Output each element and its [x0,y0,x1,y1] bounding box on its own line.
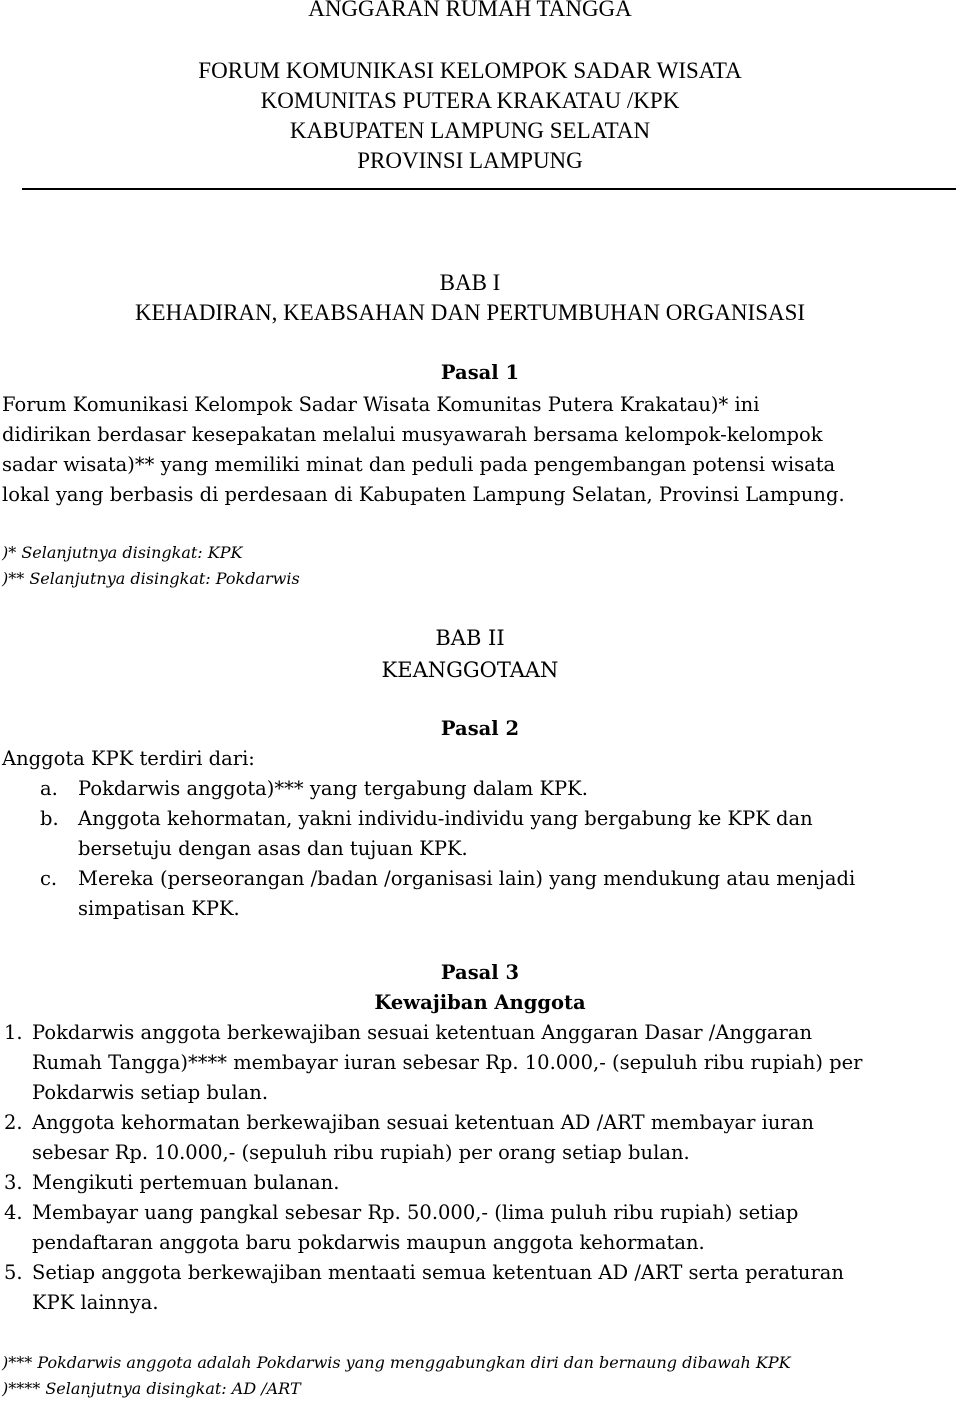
pasal2-list [2,774,958,924]
header-divider [22,188,956,190]
list-item-line: Mereka (perseorangan /badan /organisasi lain) yang mendukung atau menjadi [78,867,856,890]
pasal3-subtitle: Kewajiban Anggota [374,991,586,1014]
bab1-number: BAB I [439,270,501,295]
list-item-line: Membayar uang pangkal sebesar Rp. 50.000,- (lima puluh ribu rupiah) setiap [32,1201,799,1224]
bab1-title: KEHADIRAN, KEABSAHAN DAN PERTUMBUHAN ORGANISASI [134,300,806,325]
paragraph-line: didirikan berdasar kesepakatan melalui musyawarah bersama kelompok-kelompok [2,423,823,446]
bab2-number: BAB II [435,626,505,650]
list-item-line: bersetuju dengan asas dan tujuan KPK. [78,837,468,860]
list-item [2,864,958,924]
paragraph-line: sadar wisata)** yang memiliki minat dan peduli pada pengembangan potensi wisata [2,453,836,476]
list-item-line: Pokdarwis anggota)*** yang tergabung dalam KPK. [78,777,588,800]
list-item [2,804,958,864]
pasal3-title: Pasal 3 [440,961,520,984]
document-title: ANGGARAN RUMAH TANGGA [308,0,632,21]
pasal1-title: Pasal 1 [440,361,520,384]
list-item-line: Pokdarwis anggota berkewajiban sesuai ketentuan Anggaran Dasar /Anggaran [32,1021,813,1044]
list-item-line: Setiap anggota berkewajiban mentaati semua ketentuan AD /ART serta peraturan [32,1261,844,1284]
footnote-ad-art: )**** Selanjutnya disingkat: AD /ART [2,1379,301,1398]
paragraph-line: lokal yang berbasis di perdesaan di Kabupaten Lampung Selatan, Provinsi Lampung. [2,483,845,506]
list-marker: a. [40,777,58,800]
org-line: PROVINSI LAMPUNG [357,148,583,173]
list-marker: 4. [4,1201,23,1224]
list-item [2,774,958,804]
pasal2-intro [2,744,958,774]
list-marker: 1. [4,1021,23,1044]
list-item-line: pendaftaran anggota baru pokdarwis maupun anggota kehormatan. [32,1231,705,1254]
org-line: FORUM KOMUNIKASI KELOMPOK SADAR WISATA [198,58,742,83]
list-marker: c. [40,867,58,890]
list-item-line: KPK lainnya. [32,1291,159,1314]
footnote-kpk: )* Selanjutnya disingkat: KPK [2,543,243,562]
pasal1-paragraph [2,390,958,510]
list-item-line: Mengikuti pertemuan bulanan. [32,1171,340,1194]
list-marker: b. [40,807,59,830]
list-item [2,1198,958,1258]
list-item-line: sebesar Rp. 10.000,- (sepuluh ribu rupiah) per orang setiap bulan. [32,1141,690,1164]
footnote-pokdarwis-anggota: )*** Pokdarwis anggota adalah Pokdarwis yang menggabungkan diri dan bernaung dibawah KPK [2,1353,791,1372]
list-item-line: Anggota kehormatan, yakni individu-individu yang bergabung ke KPK dan [78,807,813,830]
pasal3-list [2,1018,958,1318]
list-item-line: Rumah Tangga)**** membayar iuran sebesar Rp. 10.000,- (sepuluh ribu rupiah) per [32,1051,863,1074]
footnote-pokdarwis: )** Selanjutnya disingkat: Pokdarwis [2,569,300,588]
list-marker: 5. [4,1261,23,1284]
list-item-line: Pokdarwis setiap bulan. [32,1081,269,1104]
organization-heading [0,56,940,176]
list-item-line: simpatisan KPK. [78,897,240,920]
list-item-line: Anggota kehormatan berkewajiban sesuai ketentuan AD /ART membayar iuran [32,1111,814,1134]
bab1-heading [0,268,940,328]
list-marker: 3. [4,1171,23,1194]
list-item [2,1018,958,1108]
pasal2-title: Pasal 2 [440,717,520,740]
org-line: KABUPATEN LAMPUNG SELATAN [289,118,651,143]
list-marker: 2. [4,1111,23,1134]
list-item [2,1258,958,1318]
paragraph-line: Forum Komunikasi Kelompok Sadar Wisata Komunitas Putera Krakatau)* ini [2,393,760,416]
org-line: KOMUNITAS PUTERA KRAKATAU /KPK [260,88,680,113]
list-item [2,1168,958,1198]
list-item [2,1108,958,1168]
pasal2-intro-text: Anggota KPK terdiri dari: [2,747,255,770]
bab2-title: KEANGGOTAAN [381,658,559,682]
